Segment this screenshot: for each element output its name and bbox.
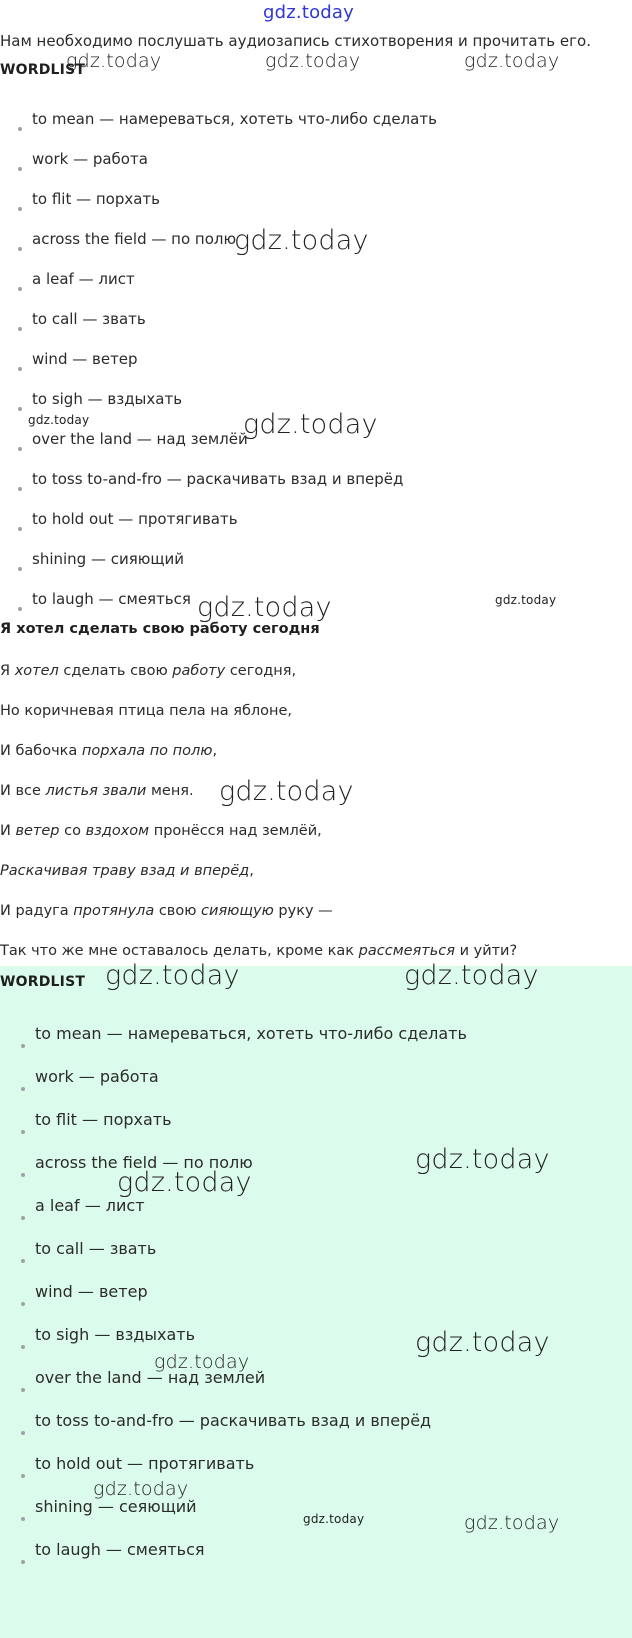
wordlist-item-text: across the field — по полю: [35, 1153, 253, 1172]
wordlist-item-text: across the field — по полю: [32, 230, 237, 248]
bullet-icon: [21, 1173, 25, 1177]
wordlist-item: [32, 429, 437, 469]
watermark: gdz.today: [66, 50, 162, 72]
poem-emphasis: порхала по полю: [81, 743, 213, 759]
wordlist-item: [35, 1282, 467, 1325]
wordlist-item-text: to laugh — смеяться: [32, 590, 191, 608]
wordlist-item: [35, 1368, 467, 1411]
poem-line: [0, 741, 517, 781]
poem-segment: ,: [249, 863, 254, 879]
bullet-icon: [21, 1302, 25, 1306]
wordlist-item-text: to flit — порхать: [35, 1110, 172, 1129]
poem-line: [0, 901, 517, 941]
poem-emphasis: листья звали: [45, 783, 147, 799]
wordlist-item-text: to toss to-and-fro — раскачивать взад и вперёд: [32, 470, 404, 488]
poem-segment: со: [59, 823, 86, 839]
wordlist-item: [35, 1024, 467, 1067]
bullet-icon: [21, 1345, 25, 1349]
poem-segment: ,: [212, 743, 218, 759]
wordlist-item-text: to flit — порхать: [32, 190, 161, 208]
bullet-icon: [18, 167, 22, 171]
watermark: gdz.today: [117, 1167, 252, 1198]
poem-segment: И бабочка: [0, 743, 82, 759]
bullet-icon: [18, 367, 22, 371]
wordlist-item-text: a leaf — лист: [32, 270, 135, 288]
wordlist-item: [32, 229, 437, 269]
watermark: gdz.today: [154, 1351, 250, 1373]
watermark: gdz.today: [105, 960, 240, 991]
wordlist-item: [35, 1110, 467, 1153]
poem-segment: и уйти?: [454, 943, 518, 959]
bullet-icon: [21, 1431, 25, 1435]
wordlist-item-text: work — работа: [32, 150, 148, 168]
wordlist-item-text: to sigh — вздыхать: [32, 390, 183, 408]
watermark: gdz.today: [415, 1327, 550, 1358]
poem-line: [0, 661, 517, 701]
bullet-icon: [21, 1087, 25, 1091]
poem-emphasis: Раскачивая траву взад и вперёд: [0, 863, 250, 879]
poem-segment: Так что же мне оставалось делать, кроме как: [0, 943, 359, 959]
wordlist-heading-2: WORDLIST: [0, 974, 86, 990]
poem-emphasis: хотел: [14, 663, 59, 679]
bullet-icon: [21, 1560, 25, 1564]
bullet-icon: [21, 1474, 25, 1478]
watermark: gdz.today: [263, 2, 355, 23]
watermark: gdz.today: [303, 1512, 365, 1526]
wordlist-item: [35, 1325, 467, 1368]
bullet-icon: [21, 1388, 25, 1392]
poem-emphasis: протянула: [73, 903, 155, 919]
wordlist-item: [35, 1411, 467, 1454]
bullet-icon: [18, 447, 22, 451]
wordlist-item-text: to hold out — протягивать: [32, 510, 238, 528]
watermark: gdz.today: [464, 50, 560, 72]
poem-emphasis: вздохом: [85, 823, 150, 839]
wordlist-item-text: to sigh — вздыхать: [35, 1325, 196, 1344]
wordlist-item-text: to call — звать: [32, 310, 146, 328]
bullet-icon: [18, 527, 22, 531]
poem-line: [0, 701, 517, 741]
wordlist-item: [32, 549, 437, 589]
poem-line: [0, 861, 517, 901]
bullet-icon: [21, 1044, 25, 1048]
poem-segment: Но коричневая птица пела на яблоне,: [0, 703, 293, 719]
wordlist-item-text: wind — ветер: [35, 1282, 148, 1301]
wordlist-item: [32, 109, 437, 149]
poem-title: Я хотел сделать свою работу сегодня: [0, 621, 320, 637]
wordlist-1: [32, 109, 437, 629]
bullet-icon: [21, 1517, 25, 1521]
watermark: gdz.today: [243, 409, 378, 440]
bullet-icon: [18, 567, 22, 571]
bullet-icon: [18, 127, 22, 131]
bullet-icon: [21, 1130, 25, 1134]
wordlist-item-text: shining — сеяющий: [35, 1497, 197, 1516]
wordlist-item-text: to hold out — протягивать: [35, 1454, 255, 1473]
wordlist-2: [35, 1024, 467, 1583]
poem-emphasis: работу: [172, 663, 226, 679]
watermark: gdz.today: [495, 593, 557, 607]
watermark: gdz.today: [197, 592, 332, 623]
bullet-icon: [18, 487, 22, 491]
poem-line: [0, 781, 517, 821]
wordlist-item: [32, 509, 437, 549]
watermark: gdz.today: [28, 413, 90, 427]
poem-text: [0, 661, 517, 981]
poem-segment: руку —: [273, 903, 333, 919]
watermark: gdz.today: [219, 776, 354, 807]
bullet-icon: [18, 407, 22, 411]
wordlist-item: [35, 1153, 467, 1196]
poem-segment: И радуга: [0, 903, 74, 919]
poem-segment: пронёсся над землёй,: [149, 823, 322, 839]
wordlist-item: [32, 189, 437, 229]
watermark: gdz.today: [464, 1512, 560, 1534]
intro-text: Нам необходимо послушать аудиозапись стихотворения и прочитать его.: [0, 32, 591, 50]
watermark: gdz.today: [265, 50, 361, 72]
wordlist-item: [35, 1497, 467, 1540]
poem-emphasis: рассмеяться: [358, 943, 455, 959]
poem-segment: сделать свою: [58, 663, 173, 679]
watermark: gdz.today: [234, 225, 369, 256]
wordlist-item: [32, 389, 437, 429]
wordlist-item: [32, 309, 437, 349]
bullet-icon: [18, 287, 22, 291]
wordlist-item: [35, 1540, 467, 1583]
bullet-icon: [18, 607, 22, 611]
wordlist-item-text: over the land — над землёй: [32, 430, 248, 448]
wordlist-item: [32, 349, 437, 389]
wordlist-item: [32, 269, 437, 309]
wordlist-item-text: shining — сияющий: [32, 550, 184, 568]
bullet-icon: [18, 247, 22, 251]
watermark: gdz.today: [415, 1144, 550, 1175]
poem-emphasis: сияющую: [201, 903, 274, 919]
poem-segment: Я: [0, 663, 15, 679]
wordlist-item: [35, 1239, 467, 1282]
poem-segment: свою: [154, 903, 202, 919]
wordlist-item-text: to toss to-and-fro — раскачивать взад и вперёд: [35, 1411, 432, 1430]
wordlist-item-text: wind — ветер: [32, 350, 138, 368]
watermark: gdz.today: [404, 960, 539, 991]
wordlist-item: [35, 1196, 467, 1239]
poem-segment: меня.: [146, 783, 194, 799]
bullet-icon: [21, 1216, 25, 1220]
poem-segment: сегодня,: [225, 663, 297, 679]
wordlist-item: [35, 1454, 467, 1497]
wordlist-item: [32, 469, 437, 509]
wordlist-item: [35, 1067, 467, 1110]
wordlist-item-text: a leaf — лист: [35, 1196, 145, 1215]
wordlist-heading-1: WORDLIST: [0, 62, 86, 78]
wordlist-item: [32, 149, 437, 189]
bullet-icon: [18, 327, 22, 331]
poem-emphasis: ветер: [15, 823, 60, 839]
wordlist-item-text: over the land — над землей: [35, 1368, 266, 1387]
poem-segment: И: [0, 823, 16, 839]
poem-line: [0, 821, 517, 861]
bullet-icon: [21, 1259, 25, 1263]
wordlist-item-text: to mean — намереваться, хотеть что-либо сделать: [35, 1024, 467, 1043]
wordlist-item-text: to laugh — смеяться: [35, 1540, 205, 1559]
poem-segment: И все: [0, 783, 46, 799]
wordlist-item-text: to call — звать: [35, 1239, 157, 1258]
wordlist-item-text: to mean — намереваться, хотеть что-либо сделать: [32, 110, 437, 128]
watermark: gdz.today: [93, 1478, 189, 1500]
bullet-icon: [18, 207, 22, 211]
wordlist-item-text: work — работа: [35, 1067, 159, 1086]
